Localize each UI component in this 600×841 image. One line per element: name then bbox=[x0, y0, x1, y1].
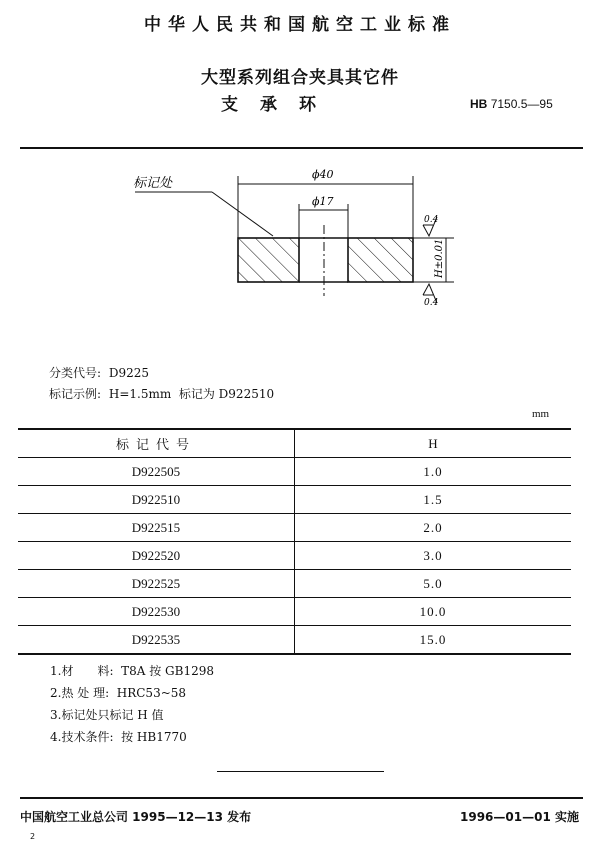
ring-section-right bbox=[348, 238, 413, 282]
document-title: 大型系列组合夹具其它件 bbox=[201, 68, 399, 88]
example-line bbox=[49, 385, 274, 402]
end-rule bbox=[217, 771, 384, 772]
category-line bbox=[49, 364, 149, 381]
outer-diameter-label: ϕ40 bbox=[312, 168, 334, 181]
table-row bbox=[18, 598, 571, 626]
table-row bbox=[18, 486, 571, 514]
marking-code: D922525 bbox=[18, 570, 295, 598]
table-row bbox=[18, 570, 571, 598]
header-h: H bbox=[295, 429, 572, 458]
marking-code: D922515 bbox=[18, 514, 295, 542]
marking-code: D922535 bbox=[18, 626, 295, 655]
h-value: 5.0 bbox=[295, 570, 572, 598]
h-value: 1.5 bbox=[295, 486, 572, 514]
table-row bbox=[18, 458, 571, 486]
marking-label: 标记处 bbox=[133, 176, 173, 191]
marking-leader-arrow bbox=[212, 192, 273, 236]
notes-list bbox=[50, 660, 214, 748]
header-marking-code: 标记代号 bbox=[18, 429, 295, 458]
standard-number bbox=[470, 97, 553, 111]
effective-date: 1996—01—01 实施 bbox=[460, 810, 579, 824]
ring-section-left bbox=[238, 238, 299, 282]
h-value: 3.0 bbox=[295, 542, 572, 570]
note-technical-conditions: 4.技术条件: 按 HB1770 bbox=[50, 730, 187, 744]
header-rule bbox=[20, 147, 583, 149]
marking-code: D922520 bbox=[18, 542, 295, 570]
standard-prefix: HB bbox=[470, 97, 488, 111]
footer-rule bbox=[20, 797, 583, 799]
support-ring-drawing bbox=[0, 150, 600, 325]
marking-code: D922510 bbox=[18, 486, 295, 514]
table-row bbox=[18, 514, 571, 542]
h-value: 15.0 bbox=[295, 626, 572, 655]
marking-code: D922530 bbox=[18, 598, 295, 626]
note-marking: 3.标记处只标记 H 值 bbox=[50, 708, 164, 722]
page-mark: 2 bbox=[30, 832, 36, 841]
organization-title: 中华人民共和国航空工业标准 bbox=[144, 15, 456, 35]
marking-code: D922505 bbox=[18, 458, 295, 486]
example-label: 标记示例: bbox=[49, 387, 102, 401]
category-label: 分类代号: bbox=[49, 366, 102, 380]
h-value: 10.0 bbox=[295, 598, 572, 626]
spec-table bbox=[18, 428, 571, 655]
example-value: H=1.5mm 标记为 D922510 bbox=[108, 387, 275, 401]
h-value: 2.0 bbox=[295, 514, 572, 542]
unit-label: mm bbox=[532, 408, 550, 420]
h-value: 1.0 bbox=[295, 458, 572, 486]
note-heat-treatment: 2.热 处 理: HRC53~58 bbox=[50, 686, 187, 700]
inner-diameter-label: ϕ17 bbox=[312, 195, 334, 208]
document-subtitle: 支承环 bbox=[221, 95, 338, 115]
standard-code: 7150.5—95 bbox=[490, 97, 553, 111]
table-header-row bbox=[18, 429, 571, 458]
roughness-bottom-value: 0.4 bbox=[424, 298, 439, 308]
issue-date: 中国航空工业总公司 1995—12—13 发布 bbox=[20, 810, 252, 824]
note-material: 1.材 料: T8A 按 GB1298 bbox=[50, 664, 214, 678]
category-value: D9225 bbox=[108, 366, 150, 380]
table-row bbox=[18, 542, 571, 570]
roughness-top-value: 0.4 bbox=[424, 215, 439, 225]
height-label: H±0.01 bbox=[434, 238, 445, 278]
table-row bbox=[18, 626, 571, 655]
